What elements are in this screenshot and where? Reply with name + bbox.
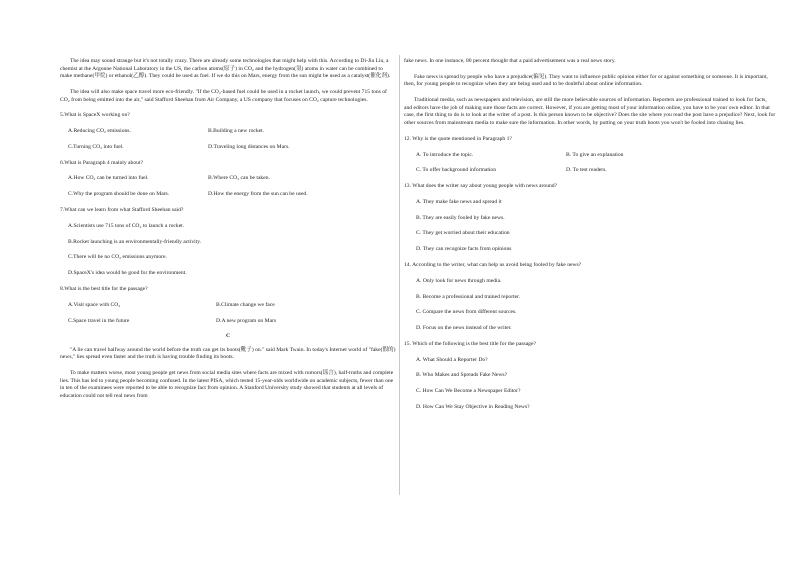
paragraph: fake news. In one instance, 80 percent thought that a paid advertisement was a real news story. xyxy=(404,58,616,64)
paragraph: To make matters worse, most young people get news from social media sites where facts are mixed with rumors(谣言), half-truths and complete lies. This has led to young people becoming confused. In the latest PISA, which tested 15-year-olds worldwide on academic subjects, fewer than one in ten of the examinees were reported to be able to recognize fact from opinion. A Stanford University study showed that students at all levels of education could not tell real news from xyxy=(60,370,394,400)
options-row xyxy=(60,128,396,136)
question-8: 8.What is the best title for the passage? xyxy=(60,285,148,292)
paragraph: Fake news is spread by people who have a prejudice(偏见). They want to influence public opinion either for or against something or someone. It is important, then, for young people to recognize when they are being used and to be doubtful about online information. xyxy=(404,73,768,88)
option-b: B.Rocket launching is an environmentally-friendly activity. xyxy=(68,238,202,245)
question-7: 7.What can we learn from what Stafford Sheehan said? xyxy=(60,207,184,214)
option-a: A. To introduce the topic. xyxy=(416,151,474,158)
options-row xyxy=(404,152,776,160)
option-b: B. To give an explanation xyxy=(566,151,624,158)
column-divider xyxy=(399,55,400,495)
question-14: 14. According to the writer, what can help us avoid being fooled by fake news? xyxy=(404,261,582,268)
option-a: A.How CO₂ can be turned into fuel. xyxy=(68,175,149,182)
right-column xyxy=(404,58,776,420)
option-b: B. Become a professional and trained reporter. xyxy=(416,293,521,300)
options-row xyxy=(404,167,776,175)
option-c: C. To offer background information xyxy=(416,167,497,174)
options-row xyxy=(60,191,396,199)
options-row xyxy=(60,302,396,310)
option-c: C.There will be no CO₂ emissions anymore. xyxy=(68,254,167,261)
question-6: 6.What is Paragraph 4 mainly about? xyxy=(60,159,143,166)
option-d: D. Focus on the news instead of the writer. xyxy=(416,325,512,332)
option-c: C.Why the program should be done on Mars. xyxy=(68,191,170,198)
option-b: B.Climate change we face xyxy=(216,301,275,308)
paragraph: The idea will also make space travel more eco-friendly. "If the CO₂-based fuel could be used in a rocket launch, we could prevent 715 tons of CO₂ from being emitted into the air," said Stafford Sheehan from Air Company, a US company that focuses on CO₂ capture technologies. xyxy=(60,88,387,103)
options-row xyxy=(60,144,396,152)
question-12: 12. Why is the quote mentioned in Paragraph 1? xyxy=(404,135,512,142)
option-d: D.How the energy from the sun can be used. xyxy=(208,191,308,198)
option-c: C. How Can We Become a Newspaper Editor? xyxy=(416,388,521,395)
option-b: B. Who Makes and Spreads Fake News? xyxy=(416,372,508,379)
option-b: B.Building a new rocket. xyxy=(208,128,265,135)
option-c: C. Compare the news from different sources. xyxy=(416,309,517,316)
option-a: A.Scientists use 715 tons of CO₂ to launch a rocket. xyxy=(68,222,185,229)
options-row xyxy=(60,318,396,326)
option-d: D. How Can We Stay Objective in Reading News? xyxy=(416,404,530,410)
paragraph: The idea may sound strange but it's not totally crazy. There are already some technologies that might help with this. According to Di-Jia Liu, a chemist at the Argonne National Laboratory in the US, the carbon atoms(原子) in CO₂ and the hydrogen(氢) atoms in water can be combined to make methane(甲烷) or ethanol(乙醇). They could be used as fuel. If we do this on Mars, energy from the sun might be used as a catalyst(催化剂). xyxy=(60,58,391,80)
question-15: 15. Which of the following is the best title for the passage? xyxy=(404,340,536,347)
option-a: A. They make fake news and spread it xyxy=(416,198,502,205)
option-d: D. They can recognize facts from opinions xyxy=(416,246,512,253)
option-c: C. They get worried about their education xyxy=(416,230,510,237)
option-a: A. Only look for news through media. xyxy=(416,277,502,284)
section-heading: C xyxy=(225,333,231,340)
paragraph: Traditional media, such as newspapers and television, are still the more believable sources of information. Reporters are professional trained to look for facts, and editors have the job of making sure those facts are correct. However, if you are getting most of your information online, you have to be your own editor. In that case, the first thing to do is to look at the writer of a post. Is this person known to be objective? Does the site where you read the post have a prejudice? Next, look for other sources from mainstream media to make sure the information. In other words, by putting on your truth boots you won't be fooled into chasing lies. xyxy=(404,97,776,126)
option-c: C.Turning CO₂ into fuel. xyxy=(68,143,124,150)
option-a: A.Visit space with CO₂ xyxy=(68,301,121,308)
option-a: A.Reducing CO₂ emissions. xyxy=(68,128,131,135)
option-d: D.SpaceX's idea would be good for the environment. xyxy=(68,270,187,277)
option-d: D.A new program on Mars xyxy=(216,317,277,324)
option-c: C.Space travel in the future xyxy=(68,317,130,324)
option-d: D. To test readers. xyxy=(566,167,607,174)
options-row xyxy=(60,175,396,183)
question-5: 5.What is SpaceX working on? xyxy=(60,112,130,119)
option-b: B.Where CO₂ can be taken. xyxy=(208,175,270,182)
paragraph: "A lie can travel halfway around the world before the truth can get its boots(靴子) on." said Mark Twain. In today's Internet world of "fake(假的) news," lies spread even faster and the truth is having trouble finding its boots. xyxy=(60,346,396,361)
option-d: D.Traveling long distances on Mars. xyxy=(208,143,290,150)
left-column xyxy=(60,58,396,409)
option-a: A. What Should a Reporter Do? xyxy=(416,356,488,363)
option-b: B. They are easily fooled by fake news. xyxy=(416,214,505,221)
question-13: 13. What does the writer say about young people with news around? xyxy=(404,183,558,190)
